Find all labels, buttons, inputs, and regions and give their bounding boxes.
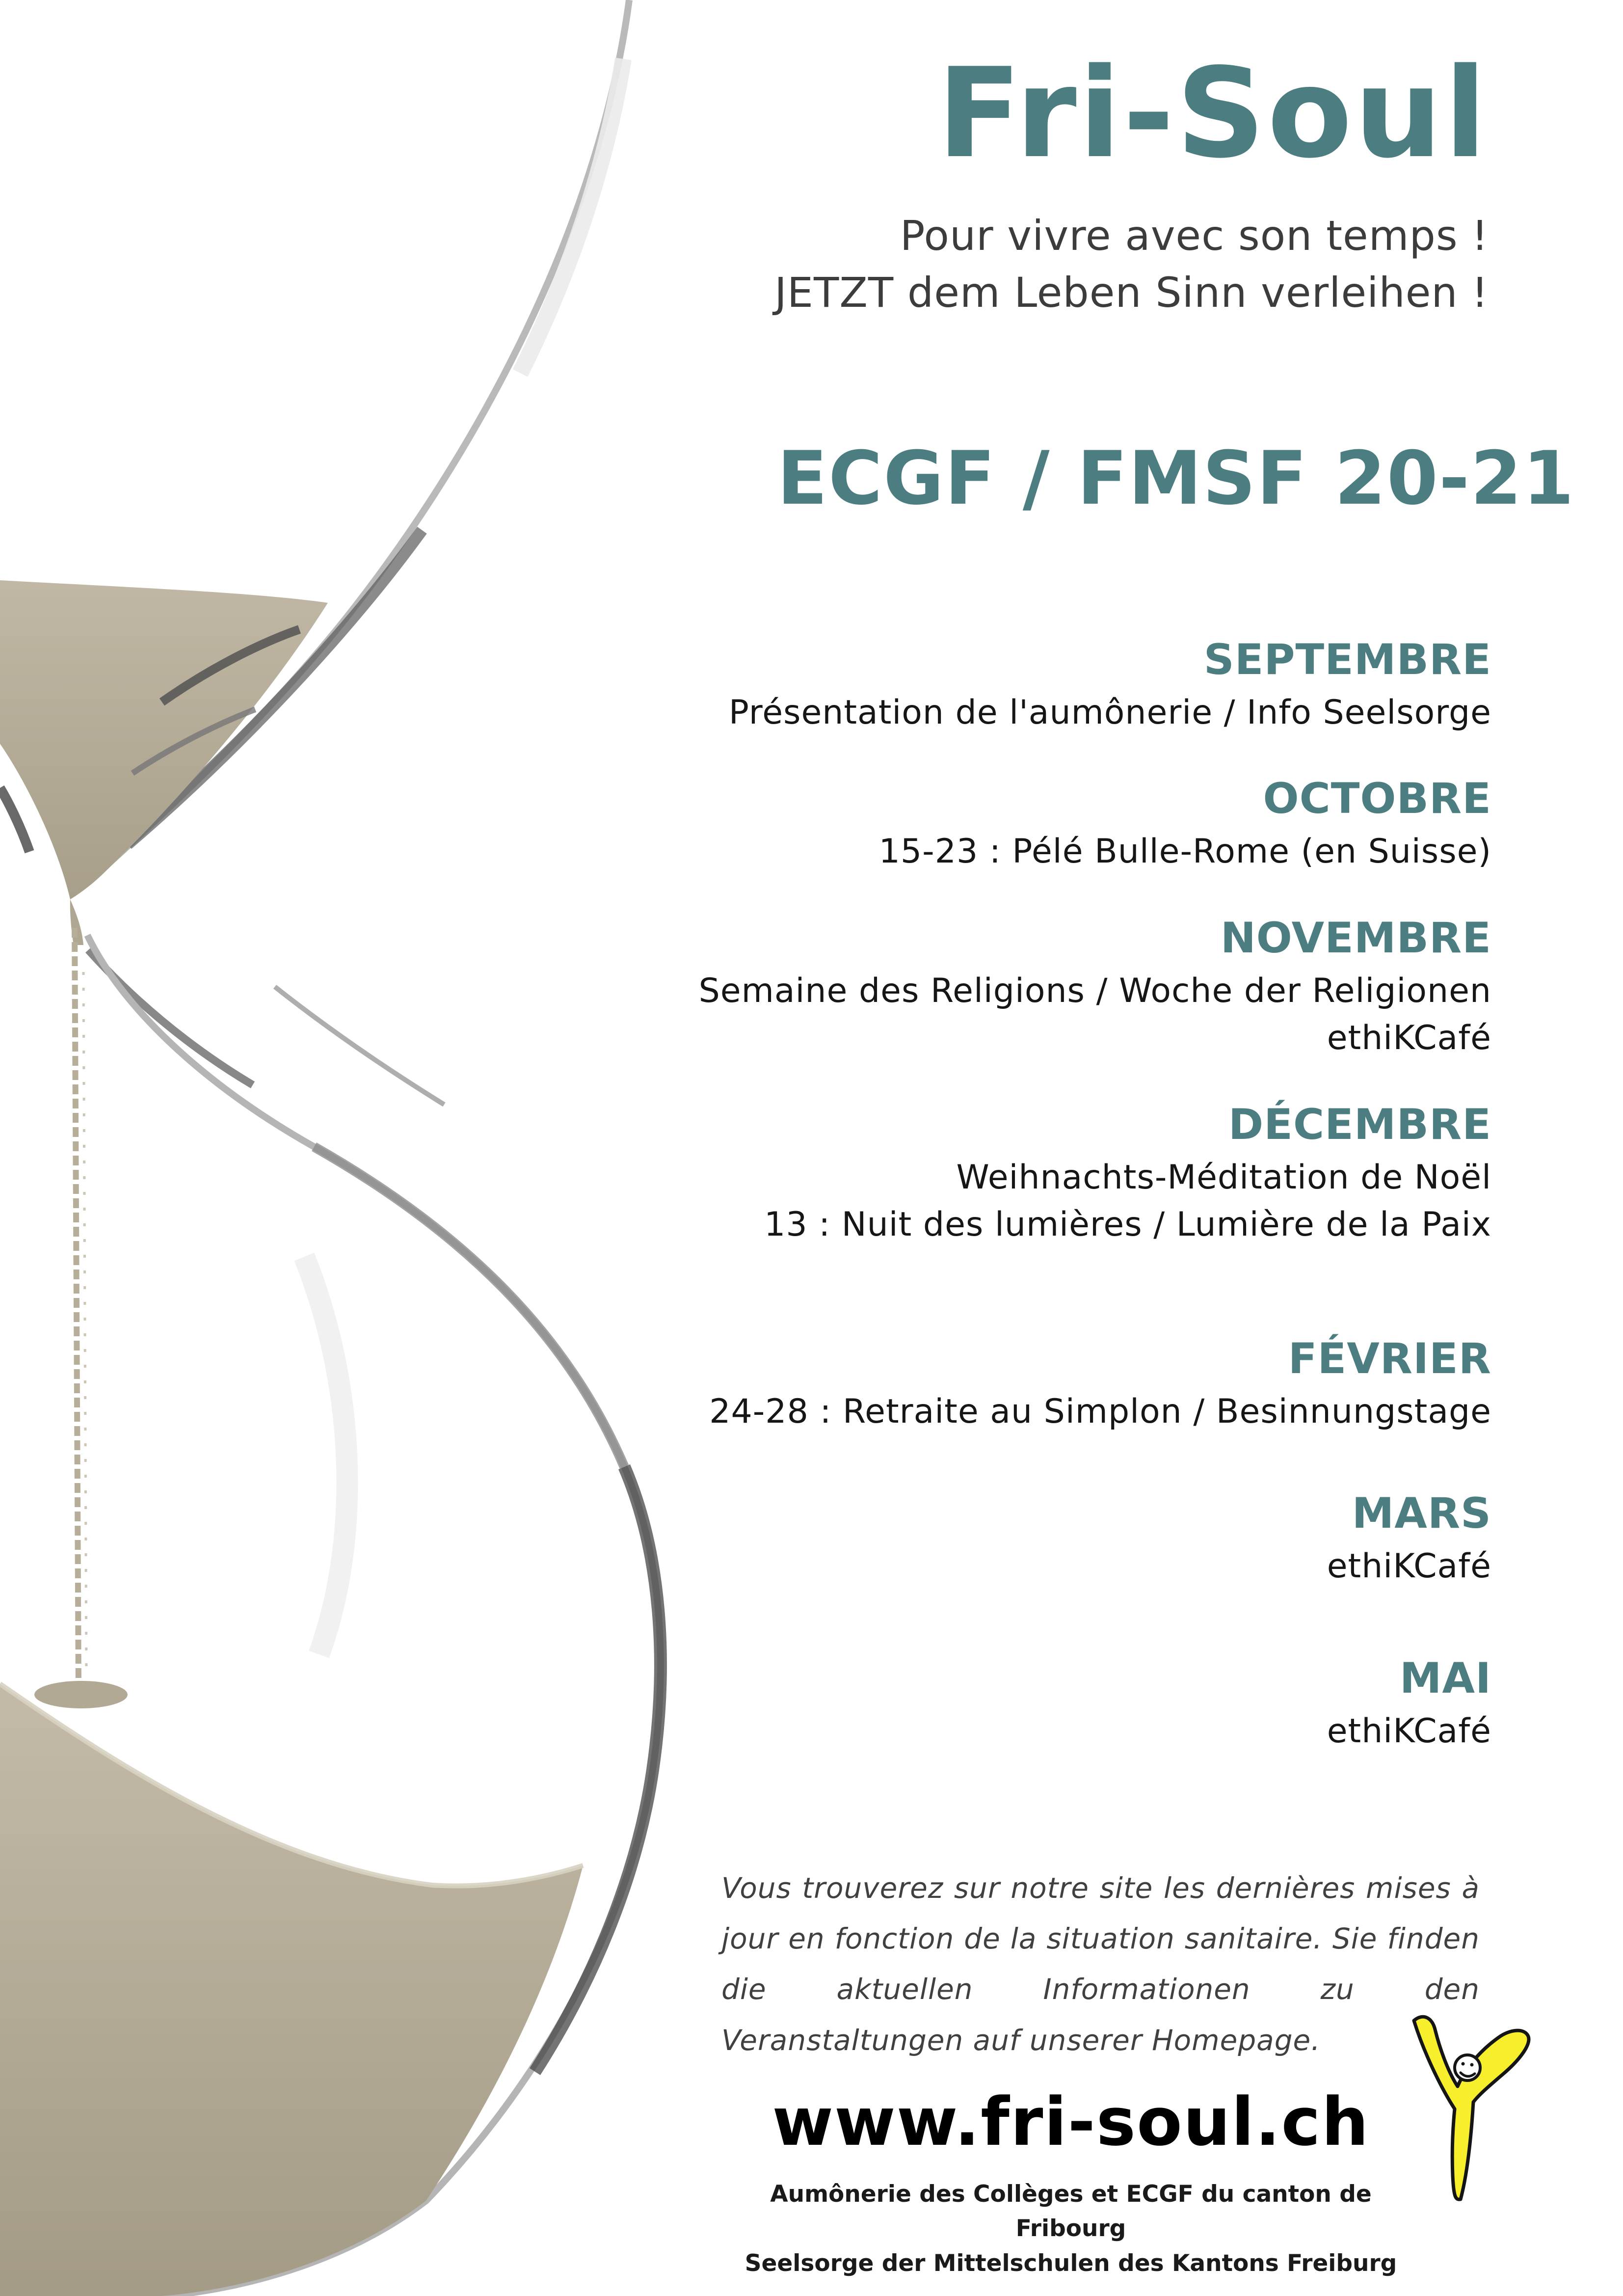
event: Présentation de l'aumônerie / Info Seelsorge [728,693,1491,732]
tagline-german: JETZT dem Leben Sinn verleihen ! [774,268,1489,317]
event: ethiKCafé [1327,1547,1491,1586]
page-title: Fri-Soul [937,42,1489,186]
event: 15-23 : Pélé Bulle-Rome (en Suisse) [878,832,1491,871]
month-section-mai [510,1654,1491,1755]
organization-lines [722,2177,1419,2281]
month-section-octobre [510,775,1491,875]
poster-header [774,42,1489,321]
event: 24-28 : Retraite au Simplon / Besinnungstage [709,1392,1491,1431]
update-note: Vous trouverez sur notre site les dernières mises à jour en fonction de la situation sanitaire. Sie finden die aktuellen Informationen zu den Veranstaltungen auf unserer Homepage. [721,1871,1480,2057]
month-name: MARS [1352,1489,1491,1539]
figure-body [1414,2017,1529,2199]
tagline [774,208,1489,322]
month-name: OCTOBRE [1263,774,1491,824]
month-section-decembre [510,1101,1491,1249]
month-name: FÉVRIER [1288,1334,1491,1383]
website-link[interactable]: www.fri-soul.ch [772,2083,1370,2161]
event: ethiKCafé [1327,1711,1491,1751]
program-title: ECGF / FMSF 20-21 [777,436,1575,521]
month-name: SEPTEMBRE [1203,635,1491,684]
month-name: DÉCEMBRE [1228,1100,1491,1149]
organization-german: Seelsorge der Mittelschulen des Kantons Freiburg [745,2249,1397,2277]
month-name: NOVEMBRE [1220,913,1491,963]
month-section-fevrier [510,1335,1491,1435]
month-name: MAI [1399,1653,1491,1703]
month-section-mars [510,1489,1491,1590]
jumping-figure-smiley-logo [1405,2007,1542,2213]
event: Semaine des Religions / Woche der Religionen [698,971,1491,1010]
tagline-french: Pour vivre avec son temps ! [900,211,1489,260]
schedule [510,636,1491,1755]
event: Weihnachts-Méditation de Noël [956,1158,1491,1197]
month-section-septembre [510,636,1491,736]
event: ethiKCafé [1327,1019,1491,1058]
month-section-novembre [510,914,1491,1062]
poster-footer [722,2079,1419,2281]
organization-french: Aumônerie des Collèges et ECGF du canton de Fribourg [770,2180,1372,2242]
event: 13 : Nuit des lumières / Lumière de la Paix [764,1205,1491,1244]
